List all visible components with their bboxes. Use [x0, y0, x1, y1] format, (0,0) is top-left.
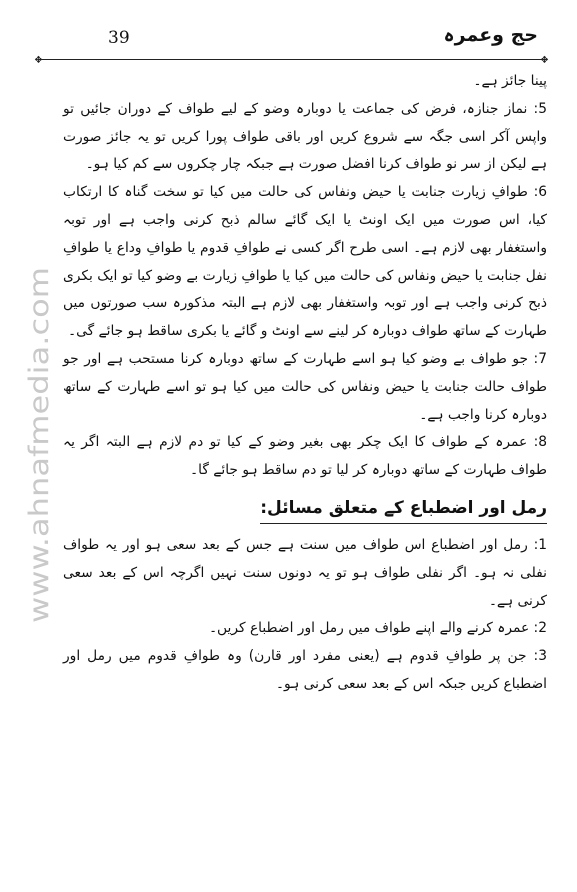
section-heading: رمل اور اضطباع کے متعلق مسائل: [260, 495, 547, 524]
paragraph-5: 5: نماز جنازہ، فرض کی جماعت یا دوبارہ وضو کے لیے طواف کے دوران جائیں تو واپس آکر اسی جگہ سے شروع کریں اور باقی طواف پورا کریں تو یہ جائز صورت ہے لیکن از سر نو طواف کرنا افضل صورت ہے جبکہ چار چکروں سے کم کیا ہو۔ [63, 100, 547, 173]
ornament-left-icon: ❖ [34, 55, 43, 66]
page-number: 39 [108, 28, 130, 48]
page-body [63, 68, 547, 699]
watermark-text: www.ahnafmedia.com [24, 323, 55, 623]
section-heading-wrap [63, 485, 547, 532]
paragraph-6: 6: طوافِ زیارت جنابت یا حیض ونفاس کی حالت میں کیا تو سخت گناہ کا ارتکاب کیا، اس صورت میں ایک اونٹ یا ایک گائے سالم ذبح کرنی واجب ہے اور توبہ واستغفار بھی لازم ہے۔ اسی طرح اگر کسی نے طوافِ قدوم یا طوافِ وداع یا طوافِ نفل جنابت یا حیض ونفاس کی حالت میں کیا یا طوافِ زیارت بے وضو کیا تو ایک بکری ذبح کرنی واجب ہے اور توبہ واستغفار بھی لازم ہے البتہ مذکورہ سب صورتوں میں طہارت کے ساتھ طواف دوبارہ کر لینے سے اونٹ و گائے یا بکری ساقط ہو جائے گی۔ [63, 184, 547, 340]
paragraph-7: 7: جو طواف بے وضو کیا ہو اسے طہارت کے ساتھ دوبارہ کرنا مستحب ہے اور جو طواف حالت جنابت یا حیض ونفاس کی حالت میں کیا ہو تو اسے طہارت کے ساتھ دوبارہ کرنا واجب ہے۔ [63, 350, 547, 423]
watermark-graphic [10, 265, 62, 625]
paragraph-continuation: پینا جائز ہے۔ [473, 73, 547, 89]
ornament-right-icon: ❖ [540, 55, 549, 66]
chapter-title: حج وعمرہ [443, 24, 538, 46]
section-paragraph-1: 1: رمل اور اضطباع اس طواف میں سنت ہے جس کے بعد سعی ہو اور یہ طواف نفلی نہ ہو۔ اگر نفلی طواف ہو تو یہ دونوں سنت نہیں اگرچہ اس کے بعد سعی کرنی ہے۔ [63, 536, 547, 609]
header-rule [34, 55, 549, 66]
page-header [34, 24, 549, 66]
paragraph-8: 8: عمرہ کے طواف کا ایک چکر بھی بغیر وضو کے کیا تو دم لازم ہے البتہ اگر یہ طواف طہارت کے ساتھ دوبارہ کر لیا تو دم ساقط ہو جائے گا۔ [63, 434, 547, 479]
watermark [10, 265, 62, 625]
section-paragraph-3: 3: جن پر طوافِ قدوم ہے (یعنی مفرد اور قارن) وہ طوافِ قدوم میں رمل اور اضطباع کریں جبکہ اس کے بعد سعی کرنی ہو۔ [63, 648, 547, 692]
section-paragraph-2: 2: عمرہ کرنے والے اپنے طواف میں رمل اور اضطباع کریں۔ [208, 620, 547, 637]
